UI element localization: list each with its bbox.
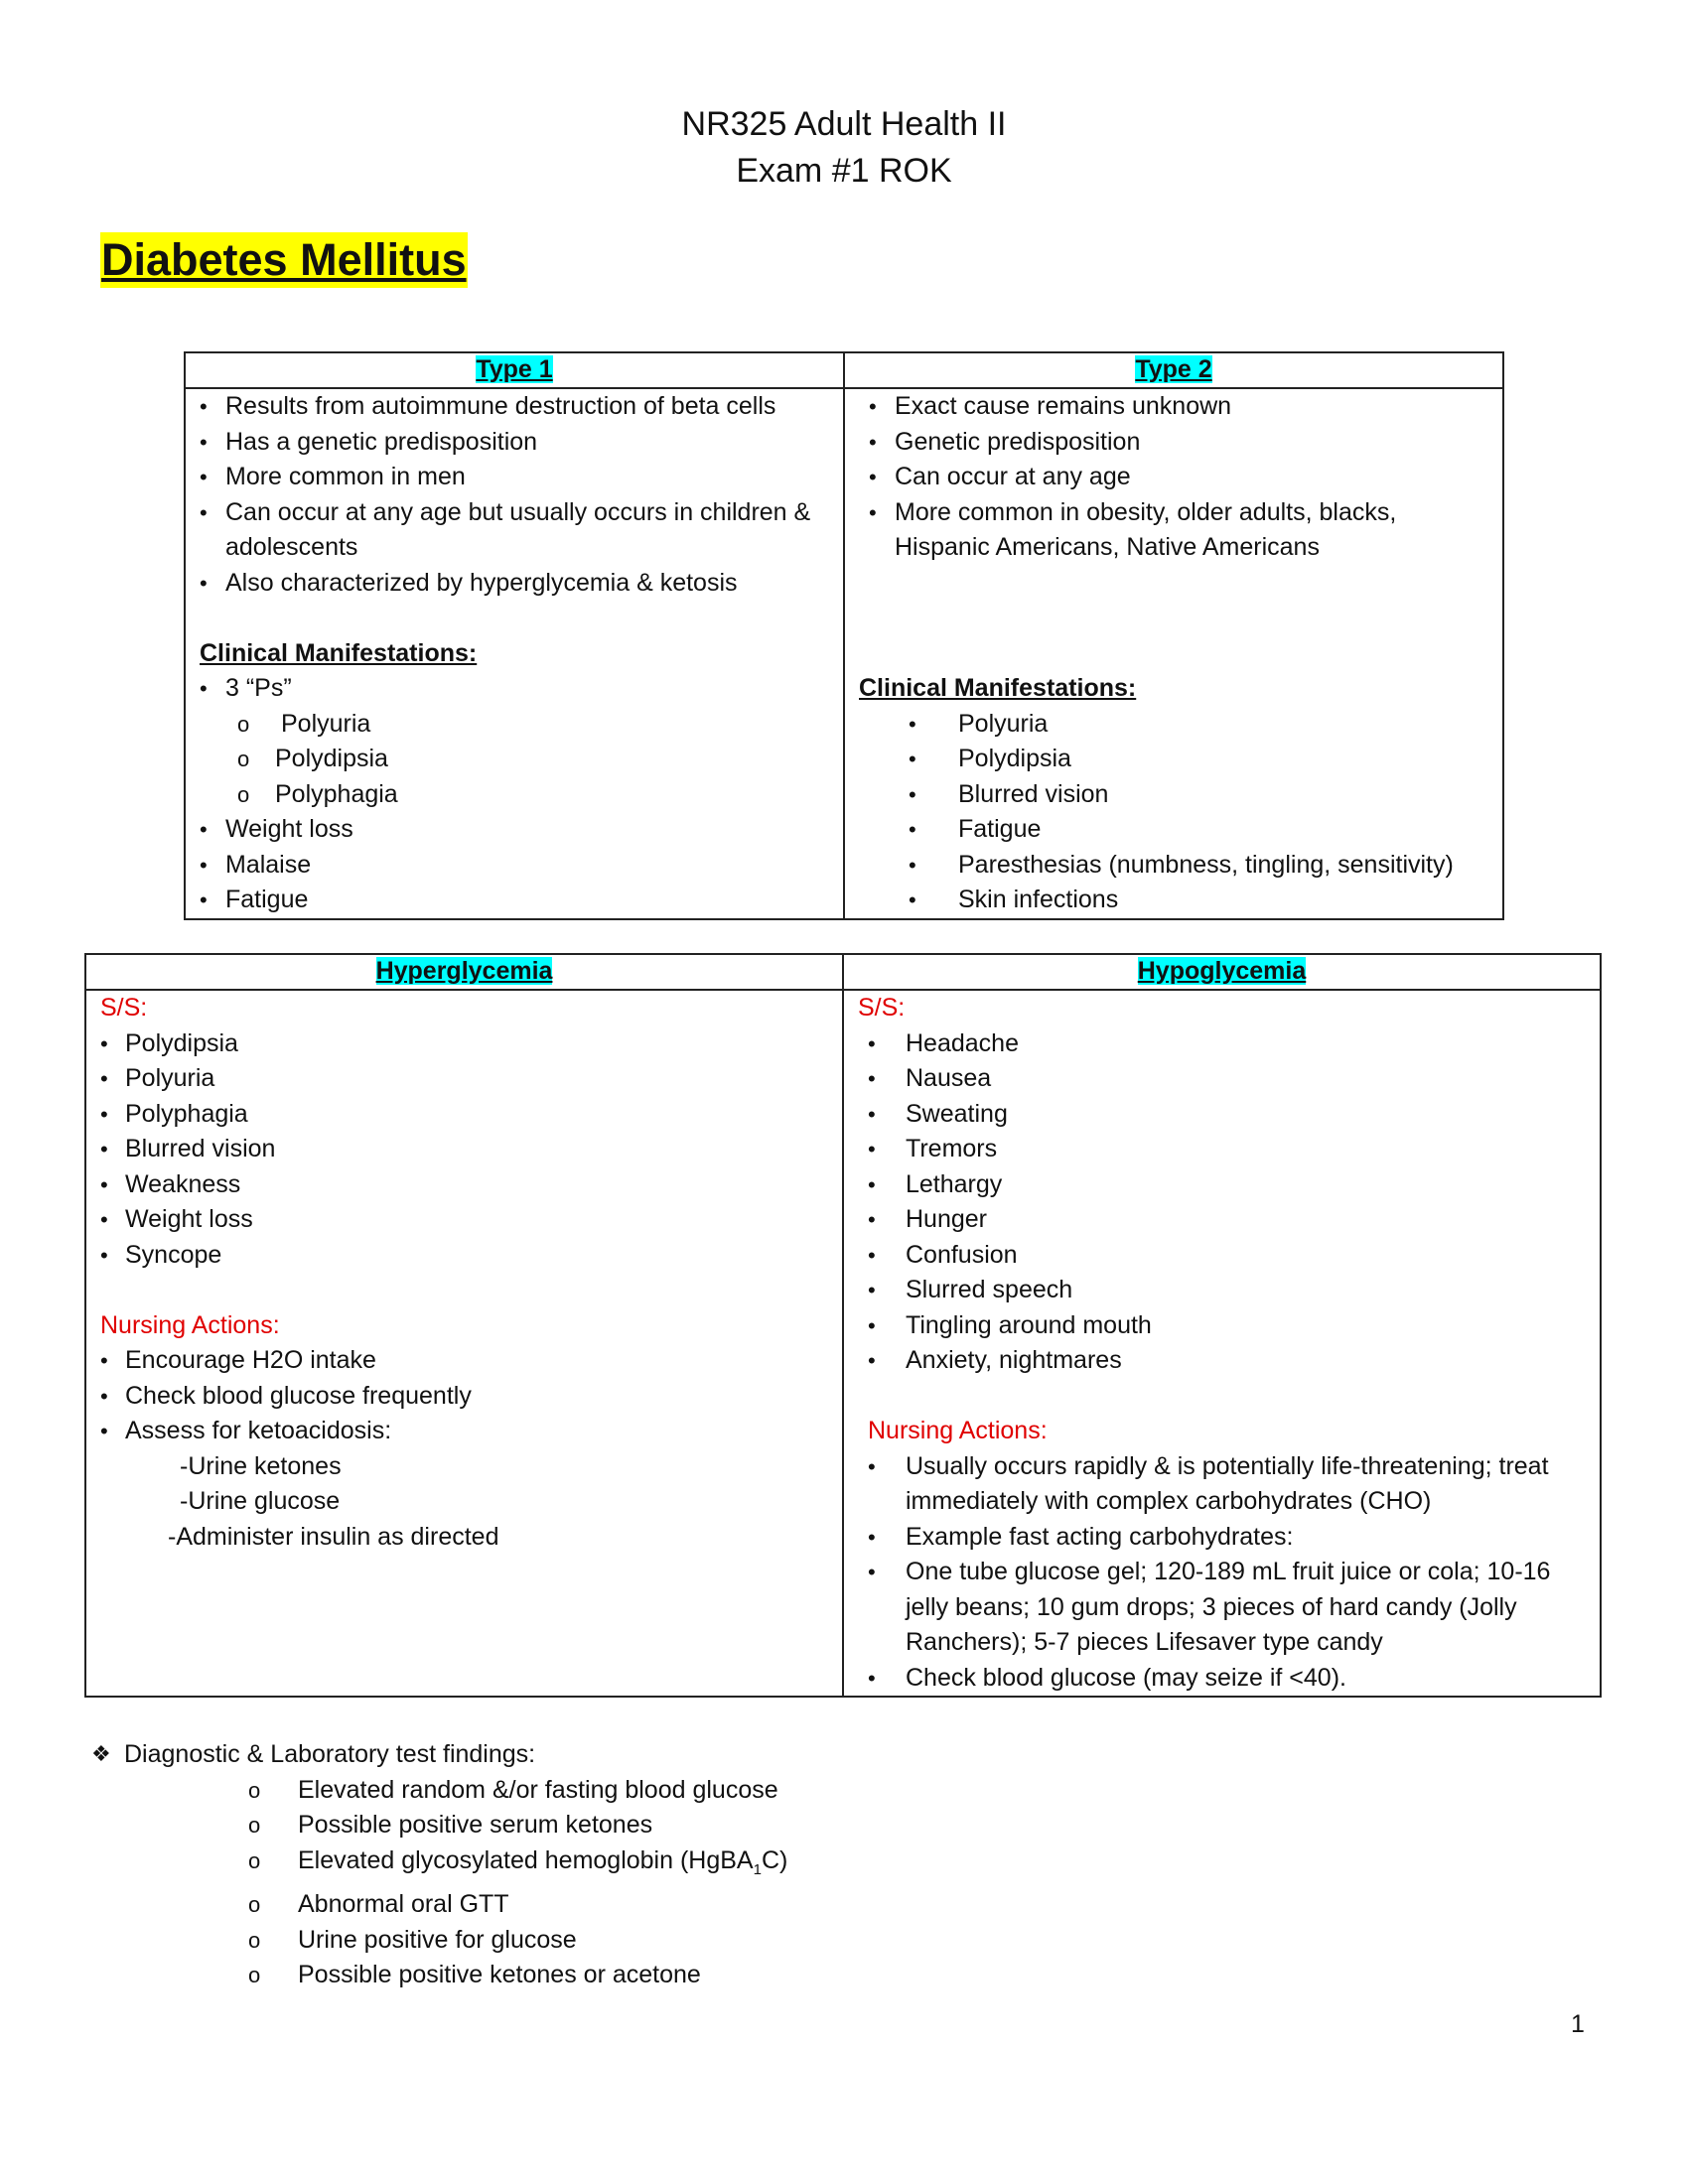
list-item bbox=[100, 1167, 842, 1203]
list-item bbox=[858, 1308, 1600, 1344]
item-text: -Urine glucose bbox=[180, 1487, 341, 1515]
item-text: More common in obesity, older adults, blacks, bbox=[895, 497, 1397, 526]
list-item bbox=[859, 777, 1502, 813]
bullet-icon: • bbox=[100, 1137, 108, 1161]
item-text: Skin infections bbox=[958, 886, 1119, 913]
hyper-cell bbox=[85, 990, 843, 1697]
clinical-manifestations-label bbox=[200, 636, 843, 672]
bullet-icon: • bbox=[868, 1453, 876, 1479]
item-text: Blurred vision bbox=[125, 1135, 276, 1162]
list-item bbox=[859, 812, 1502, 848]
list-item bbox=[200, 883, 843, 918]
list-item bbox=[200, 777, 843, 813]
type2-header bbox=[844, 352, 1503, 388]
ss-label bbox=[858, 991, 1600, 1026]
bullet-icon: • bbox=[100, 1171, 108, 1197]
item-text: Example fast acting carbohydrates: bbox=[906, 1522, 1294, 1551]
list-item bbox=[859, 495, 1502, 531]
list-item bbox=[858, 1343, 1600, 1379]
item-text: Nursing Actions: bbox=[868, 1417, 1048, 1444]
list-item bbox=[858, 1661, 1600, 1697]
list-item bbox=[100, 1202, 842, 1238]
bullet-icon: • bbox=[868, 1171, 876, 1197]
item-text: Nausea bbox=[906, 1064, 992, 1092]
list-item bbox=[99, 1923, 787, 1959]
list-item bbox=[858, 1238, 1600, 1274]
blank-line bbox=[859, 566, 1502, 602]
subscript: 1 bbox=[753, 1860, 762, 1878]
list-item bbox=[859, 742, 1502, 777]
bullet-icon: • bbox=[200, 570, 208, 596]
bullet-icon: • bbox=[869, 465, 877, 489]
item-text: Tingling around mouth bbox=[906, 1310, 1152, 1339]
item-text: Elevated random &/or fasting blood glucose bbox=[298, 1775, 778, 1804]
list-item bbox=[858, 1097, 1600, 1133]
bullet-icon: • bbox=[100, 1242, 108, 1268]
blank-line bbox=[100, 1273, 842, 1308]
item-text: Weight loss bbox=[125, 1205, 253, 1233]
blank-line bbox=[200, 601, 843, 636]
item-text: Ranchers); 5-7 pieces Lifesaver type candy bbox=[906, 1628, 1383, 1656]
item-text: Can occur at any age bbox=[895, 463, 1131, 490]
item-text: Hunger bbox=[906, 1205, 987, 1233]
type2-title: Type 2 bbox=[1135, 355, 1212, 383]
item-text: Paresthesias (numbness, tingling, sensitivity) bbox=[958, 850, 1454, 879]
item-text: Weakness bbox=[125, 1169, 241, 1198]
bullet-icon: • bbox=[100, 1101, 108, 1127]
item-text: S/S: bbox=[100, 994, 148, 1022]
item-text: Genetic predisposition bbox=[895, 427, 1141, 456]
hyper-title: Hyperglycemia bbox=[375, 957, 553, 985]
item-text: Polydipsia bbox=[275, 745, 388, 772]
item-text: Possible positive serum ketones bbox=[298, 1811, 653, 1839]
list-item bbox=[99, 1887, 787, 1923]
bullet-icon: • bbox=[868, 1242, 876, 1268]
item-text: Nursing Actions: bbox=[100, 1310, 280, 1339]
item-text: 3 “Ps” bbox=[225, 674, 292, 702]
item-text: Tremors bbox=[906, 1135, 998, 1162]
item-text: Sweating bbox=[906, 1099, 1008, 1128]
bullet-icon: • bbox=[868, 1066, 876, 1091]
list-item bbox=[200, 530, 843, 566]
item-text: Polydipsia bbox=[958, 745, 1071, 772]
bullet-icon: • bbox=[909, 852, 916, 878]
circle-bullet-icon: o bbox=[248, 1813, 261, 1838]
list-item bbox=[859, 707, 1502, 743]
list-item bbox=[100, 1061, 842, 1097]
glycemia-table bbox=[84, 953, 1602, 1698]
item-text: Slurred speech bbox=[906, 1276, 1073, 1303]
item-text: Malaise bbox=[225, 850, 312, 879]
list-item bbox=[858, 1026, 1600, 1062]
list-item bbox=[100, 1414, 842, 1449]
item-text: Blurred vision bbox=[958, 779, 1109, 808]
circle-bullet-icon: o bbox=[237, 781, 250, 807]
list-item bbox=[99, 1958, 787, 1993]
item-text: Check blood glucose (may seize if <40). bbox=[906, 1663, 1346, 1692]
bullet-icon: • bbox=[200, 465, 208, 489]
circle-bullet-icon: o bbox=[248, 1847, 261, 1873]
item-text: immediately with complex carbohydrates (CHO) bbox=[906, 1487, 1432, 1515]
bullet-icon: • bbox=[868, 1207, 876, 1232]
bullet-icon: • bbox=[869, 394, 877, 419]
bullet-icon: • bbox=[868, 1524, 876, 1550]
item-text: Polydipsia bbox=[125, 1028, 238, 1057]
item-text: Lethargy bbox=[906, 1169, 1003, 1198]
bullet-icon: • bbox=[869, 429, 877, 455]
item-text: Assess for ketoacidosis: bbox=[125, 1417, 392, 1444]
bullet-icon: • bbox=[909, 747, 916, 771]
item-text: Results from autoimmune destruction of beta cells bbox=[225, 392, 776, 420]
list-item bbox=[858, 1449, 1600, 1485]
course-title: NR325 Adult Health II bbox=[681, 105, 1007, 143]
list-item bbox=[100, 1238, 842, 1274]
type2-cell bbox=[844, 388, 1503, 919]
item-text: jelly beans; 10 gum drops; 3 pieces of hard candy (Jolly bbox=[906, 1592, 1517, 1621]
list-item bbox=[858, 1167, 1600, 1203]
page-number: 1 bbox=[1571, 2010, 1585, 2038]
item-text: Hispanic Americans, Native Americans bbox=[895, 533, 1320, 561]
bullet-icon: • bbox=[868, 1312, 876, 1338]
bullet-icon: • bbox=[200, 429, 208, 455]
diamond-bullet-icon: ❖ bbox=[91, 1741, 111, 1766]
bullet-icon: • bbox=[100, 1348, 108, 1373]
item-text: Headache bbox=[906, 1028, 1019, 1057]
item-text: -Administer insulin as directed bbox=[168, 1522, 499, 1551]
nursing-actions-label bbox=[100, 1308, 842, 1344]
type1-cell bbox=[185, 388, 844, 919]
bullet-icon: • bbox=[868, 1665, 876, 1691]
hyper-header bbox=[85, 954, 843, 990]
list-item bbox=[859, 883, 1502, 918]
circle-bullet-icon: o bbox=[248, 1927, 261, 1953]
list-item bbox=[200, 566, 843, 602]
bullet-icon: • bbox=[868, 1278, 876, 1302]
list-item bbox=[200, 460, 843, 495]
list-item bbox=[100, 1026, 842, 1062]
list-item bbox=[200, 742, 843, 777]
type1-header bbox=[185, 352, 844, 388]
list-item bbox=[859, 460, 1502, 495]
list-item bbox=[859, 530, 1502, 566]
list-item bbox=[858, 1202, 1600, 1238]
list-item bbox=[858, 1590, 1600, 1626]
item-text: Elevated glycosylated hemoglobin (HgBA bbox=[298, 1845, 754, 1874]
item-text: Clinical Manifestations: bbox=[200, 638, 478, 667]
item-text: Abnormal oral GTT bbox=[298, 1890, 509, 1918]
blank-line bbox=[859, 636, 1502, 672]
bullet-icon: • bbox=[100, 1419, 108, 1443]
item-text: Fatigue bbox=[958, 815, 1042, 843]
bullet-icon: • bbox=[868, 1137, 876, 1161]
list-item bbox=[200, 425, 843, 461]
list-item bbox=[200, 671, 843, 707]
item-text: Encourage H2O intake bbox=[125, 1346, 376, 1374]
circle-bullet-icon: o bbox=[248, 1892, 261, 1917]
circle-bullet-icon: o bbox=[237, 747, 250, 771]
hypo-title: Hypoglycemia bbox=[1137, 957, 1307, 985]
bullet-icon: • bbox=[200, 852, 208, 878]
bullet-icon: • bbox=[100, 1207, 108, 1232]
circle-bullet-icon: o bbox=[248, 1963, 261, 1987]
bullet-icon: • bbox=[868, 1030, 876, 1056]
list-item bbox=[200, 389, 843, 425]
item-text-end: C) bbox=[761, 1845, 788, 1874]
item-text: Weight loss bbox=[225, 815, 353, 843]
list-item bbox=[100, 1343, 842, 1379]
item-text: Anxiety, nightmares bbox=[906, 1346, 1122, 1374]
list-item bbox=[858, 1625, 1600, 1661]
bullet-icon: • bbox=[200, 676, 208, 701]
exam-title: Exam #1 ROK bbox=[736, 152, 952, 190]
list-item bbox=[859, 425, 1502, 461]
blank-line bbox=[859, 601, 1502, 636]
nursing-actions-label bbox=[858, 1414, 1600, 1449]
list-item bbox=[858, 1520, 1600, 1556]
bullet-icon: • bbox=[200, 394, 208, 419]
list-item bbox=[858, 1484, 1600, 1520]
item-text: Polyphagia bbox=[275, 779, 398, 808]
list-item bbox=[99, 1843, 787, 1888]
list-item bbox=[859, 848, 1502, 884]
circle-bullet-icon: o bbox=[248, 1777, 261, 1803]
list-item bbox=[99, 1773, 787, 1809]
list-item bbox=[100, 1520, 842, 1556]
item-text: Exact cause remains unknown bbox=[895, 392, 1232, 420]
item-text: Possible positive ketones or acetone bbox=[298, 1961, 701, 1988]
list-item bbox=[858, 1061, 1600, 1097]
list-item bbox=[100, 1379, 842, 1415]
item-text: Syncope bbox=[125, 1240, 222, 1269]
list-item bbox=[100, 1132, 842, 1167]
bullet-icon: • bbox=[909, 887, 916, 912]
item-text: Confusion bbox=[906, 1240, 1018, 1269]
circle-bullet-icon: o bbox=[237, 711, 250, 737]
item-text: Polyuria bbox=[125, 1064, 215, 1092]
bullet-icon: • bbox=[909, 711, 916, 737]
item-text: One tube glucose gel; 120-189 mL fruit juice or cola; 10-16 bbox=[906, 1558, 1551, 1585]
item-text: Usually occurs rapidly & is potentially life-threatening; treat bbox=[906, 1451, 1549, 1480]
bullet-icon: • bbox=[868, 1101, 876, 1127]
item-text: Fatigue bbox=[225, 886, 309, 913]
hypo-header bbox=[843, 954, 1601, 990]
item-text: Urine positive for glucose bbox=[298, 1925, 577, 1954]
hypo-cell bbox=[843, 990, 1601, 1697]
list-item bbox=[200, 812, 843, 848]
list-item bbox=[858, 1273, 1600, 1308]
item-text: More common in men bbox=[225, 463, 466, 490]
type1-title: Type 1 bbox=[476, 355, 553, 383]
item-text: Can occur at any age but usually occurs in children & bbox=[225, 497, 811, 526]
blank-line bbox=[858, 1379, 1600, 1415]
item-text: Polyuria bbox=[958, 709, 1049, 738]
list-item bbox=[859, 389, 1502, 425]
bullet-icon: • bbox=[868, 1560, 876, 1584]
bullet-icon: • bbox=[868, 1348, 876, 1373]
section-heading: Diabetes Mellitus bbox=[100, 232, 468, 288]
bullet-icon: • bbox=[909, 817, 916, 842]
list-item bbox=[858, 1555, 1600, 1590]
item-text: Also characterized by hyperglycemia & ketosis bbox=[225, 568, 738, 597]
bullet-icon: • bbox=[100, 1066, 108, 1091]
ss-label bbox=[100, 991, 842, 1026]
list-item bbox=[99, 1808, 787, 1843]
bullet-icon: • bbox=[869, 499, 877, 525]
item-text: S/S: bbox=[858, 994, 906, 1022]
bullet-icon: • bbox=[100, 1383, 108, 1409]
list-item bbox=[200, 495, 843, 531]
list-item bbox=[100, 1449, 842, 1485]
bullet-icon: • bbox=[200, 499, 208, 525]
item-text: Polyphagia bbox=[125, 1099, 248, 1128]
types-table bbox=[184, 351, 1504, 920]
item-text: adolescents bbox=[225, 533, 358, 561]
list-item bbox=[200, 707, 843, 743]
item-text: -Urine ketones bbox=[180, 1451, 342, 1480]
item-text: Clinical Manifestations: bbox=[859, 674, 1137, 702]
list-item bbox=[200, 848, 843, 884]
list-item bbox=[858, 1132, 1600, 1167]
item-text: Has a genetic predisposition bbox=[225, 427, 538, 456]
diagnostics-section bbox=[91, 1737, 788, 1993]
clinical-manifestations-label bbox=[859, 671, 1502, 707]
bullet-icon: • bbox=[200, 817, 208, 842]
item-text: Polyuria bbox=[281, 709, 371, 738]
list-item bbox=[100, 1097, 842, 1133]
bullet-icon: • bbox=[100, 1030, 108, 1056]
item-text: Check blood glucose frequently bbox=[125, 1381, 472, 1410]
diagnostics-label: Diagnostic & Laboratory test findings: bbox=[124, 1740, 536, 1768]
document-title bbox=[0, 101, 1688, 195]
list-item bbox=[100, 1484, 842, 1520]
bullet-icon: • bbox=[909, 781, 916, 807]
bullet-icon: • bbox=[200, 887, 208, 912]
